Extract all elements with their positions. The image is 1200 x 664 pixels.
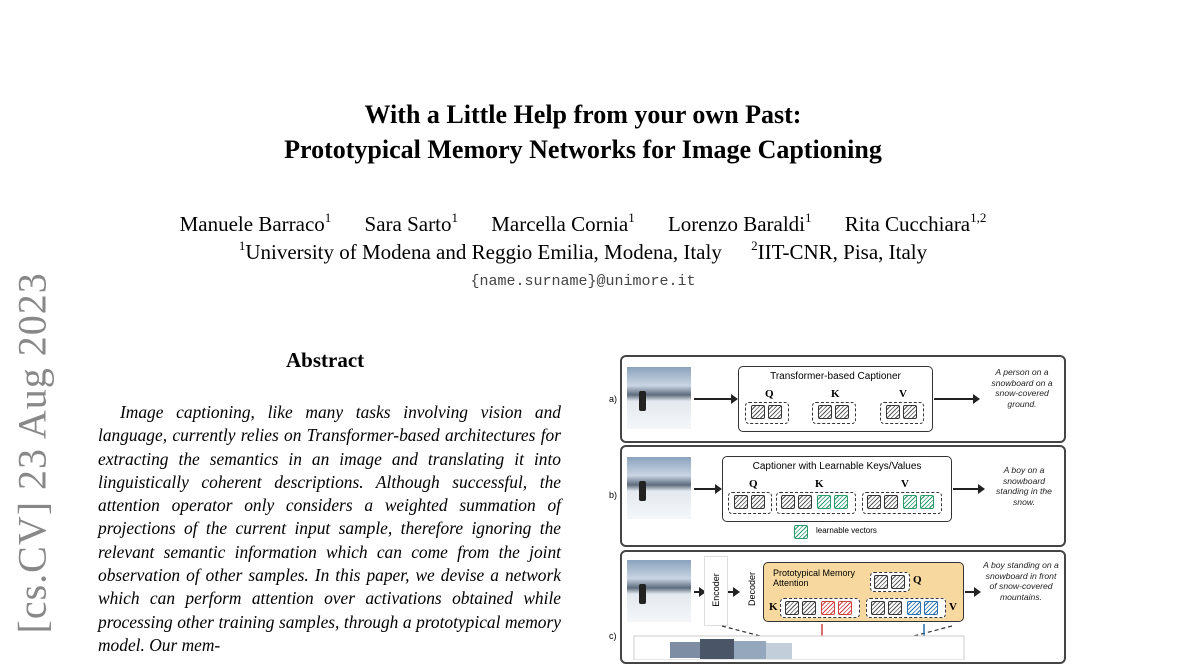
captioner-title: Captioner with Learnable Keys/Values: [752, 461, 922, 472]
author-name: Rita Cucchiara: [844, 212, 971, 236]
affiliation-text: IIT-CNR, Pisa, Italy: [757, 240, 928, 264]
paper-title-line-2: Prototypical Memory Networks for Image Captioning: [284, 135, 882, 164]
learnable-vector-icon: [834, 495, 848, 509]
q-label: Q: [913, 574, 922, 586]
decoder-label: Decoder: [747, 571, 757, 607]
author-list: [0, 212, 1166, 237]
author-name: Sara Sarto: [364, 212, 452, 236]
q-slot: [728, 492, 772, 514]
memory-image: [766, 643, 792, 659]
v-label: V: [949, 601, 957, 613]
caption-b: A boy on a snowboard standing in the snow.: [996, 465, 1052, 507]
k-slot: [812, 402, 856, 424]
panel-a: [620, 355, 1066, 443]
author-sup: 1: [628, 210, 635, 225]
affiliation-text: University of Modena and Reggio Emilia, Modena, Italy: [245, 240, 722, 264]
k-label: K: [815, 478, 824, 490]
author-sup: 1,2: [970, 210, 987, 225]
memory-connections: [622, 552, 1062, 660]
affiliation-sup: 1: [238, 238, 246, 253]
caption-c: A boy standing on a snowboard in front of snow-covered mountains.: [983, 560, 1059, 602]
k-label: K: [831, 388, 840, 400]
learnable-vector-icon: [920, 495, 934, 509]
vector-icon: [903, 405, 917, 419]
abstract-body: [98, 401, 561, 657]
vector-icon: [818, 405, 832, 419]
vector-icon: [781, 495, 795, 509]
author: [845, 212, 987, 236]
learnable-vector-icon: [903, 495, 917, 509]
learnable-vector-icon: [794, 525, 808, 539]
abstract-paragraph: Image captioning, like many tasks involving vision and language, currently relies on Transformer-based architectures for extracting the semantics in an image and translating it into linguistically coherent descriptions. Although successful, the attention operator only considers a weighted summation of projections of the current input sample, therefore ignoring the relevant semantic information which can come from the joint observation of other samples. In this paper, we devise a network which can perform attention over activations obtained while processing other training samples, through a prototypical memory model. Our mem-: [98, 402, 561, 655]
affiliation-sup: 2: [751, 238, 758, 253]
k-slot: [776, 492, 856, 514]
arrow: [953, 488, 983, 490]
vector-icon: [734, 495, 748, 509]
panel-a-label: a): [609, 394, 618, 404]
input-image: [627, 367, 691, 429]
k-label: K: [769, 601, 778, 613]
author-email: {name.surname}@unimore.it: [470, 273, 696, 290]
panel-b-label: b): [609, 490, 618, 500]
memory-image: [734, 641, 766, 659]
abstract-heading: Abstract: [286, 348, 365, 372]
panel-b: [620, 445, 1066, 547]
vector-icon: [751, 405, 765, 419]
captioner-title: Transformer-based Captioner: [770, 371, 901, 382]
author: [668, 212, 812, 236]
arrow: [934, 398, 978, 400]
vector-icon: [751, 495, 765, 509]
author-sup: 1: [451, 210, 458, 225]
caption-a: A person on a snowboard on a snow-covered ground.: [991, 367, 1053, 409]
vector-icon: [768, 405, 782, 419]
memory-image: [700, 639, 734, 659]
v-slot: [880, 402, 924, 424]
learnable-vector-icon: [817, 495, 831, 509]
arxiv-stamp: [cs.CV] 23 Aug 2023: [9, 272, 55, 634]
author-name: Marcella Cornia: [491, 212, 629, 236]
author-name: Lorenzo Baraldi: [667, 212, 806, 236]
arrow: [694, 398, 736, 400]
v-label: V: [899, 388, 907, 400]
q-label: Q: [749, 478, 758, 490]
memory-image: [670, 642, 700, 658]
author: [491, 212, 635, 236]
v-slot: [862, 492, 942, 514]
author: [180, 212, 332, 236]
vector-icon: [884, 495, 898, 509]
v-label: V: [901, 478, 909, 490]
panel-c-label: c): [609, 631, 617, 641]
captioner-box: [722, 456, 952, 522]
captioner-box: [738, 366, 933, 432]
pma-title: Prototypical Memory Attention: [773, 568, 856, 588]
author-sup: 1: [324, 210, 332, 225]
q-slot: [745, 402, 789, 424]
input-image: [627, 457, 691, 519]
vector-icon: [798, 495, 812, 509]
author-sup: 1: [805, 210, 812, 225]
q-label: Q: [765, 388, 774, 400]
snowboarder: [639, 391, 646, 411]
snowboarder: [639, 481, 646, 501]
legend-label: learnable vectors: [816, 526, 877, 535]
author-name: Manuele Barraco: [179, 212, 325, 236]
arrow: [694, 488, 720, 490]
panel-c: [620, 550, 1066, 664]
affiliation: [751, 240, 927, 264]
vector-icon: [867, 495, 881, 509]
affiliations: [0, 240, 1166, 265]
author: [365, 212, 458, 236]
vector-icon: [886, 405, 900, 419]
vector-icon: [835, 405, 849, 419]
affiliation: [239, 240, 722, 264]
encoder-label: Encoder: [711, 573, 721, 607]
paper-title-line-1: With a Little Help from your own Past:: [364, 100, 802, 129]
